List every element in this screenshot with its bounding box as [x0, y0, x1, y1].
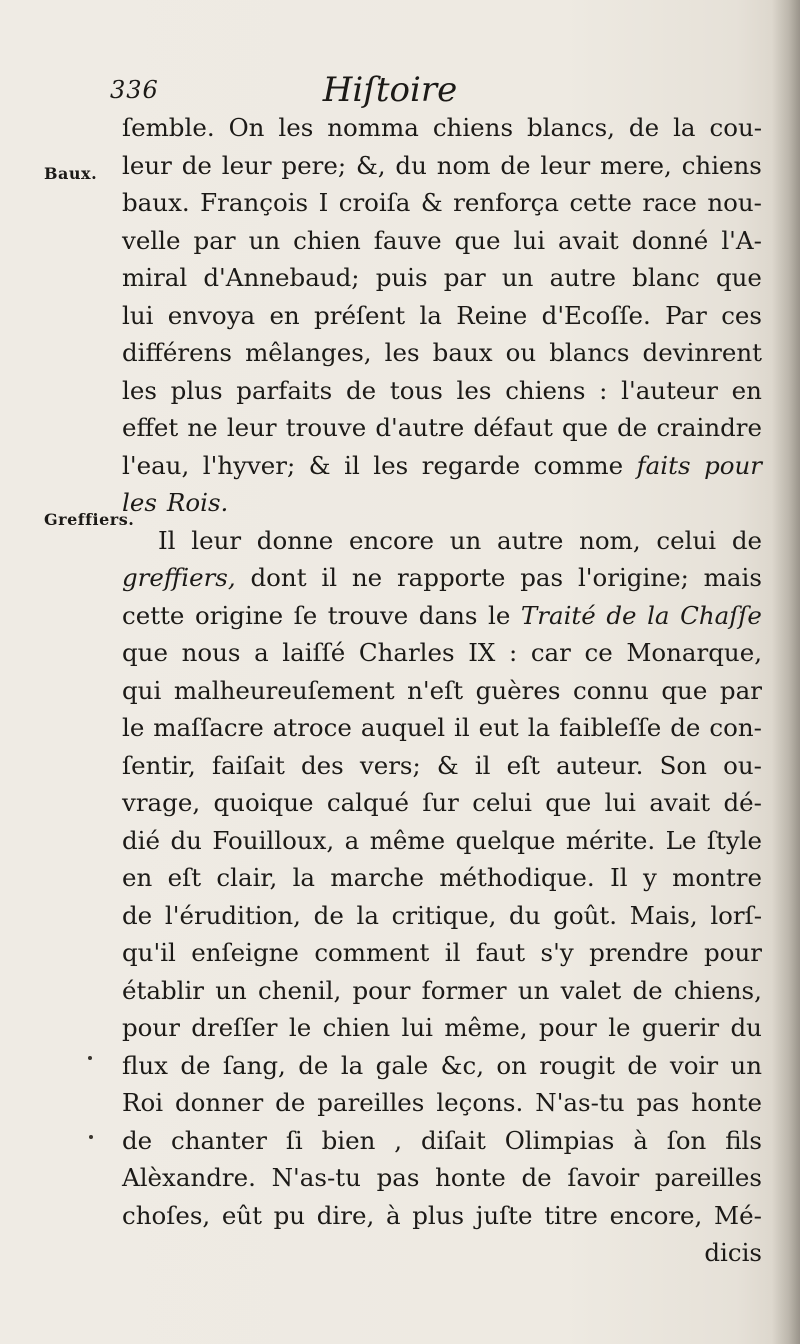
text-line-15: que nous a laiſſé Charles IX : car ce Monarque, — [122, 638, 762, 667]
margin-note-greffiers: Greffiers. — [44, 510, 135, 529]
text-line-10: l'eau, l'hyver; & il les regarde comme faits pour — [122, 450, 762, 480]
body-text — [122, 109, 762, 1272]
running-title: Hiſtoire — [322, 70, 458, 110]
text-line-2: leur de leur pere; &, du nom de leur mere, chiens — [122, 150, 762, 180]
text-line-17: le maſſacre atroce auquel il eut la faibleſſe de con- — [122, 713, 762, 742]
text-line-18: ſentir, faiſait des vers; & il eſt auteur. Son ou- — [122, 750, 762, 780]
ink-speck — [88, 1056, 92, 1060]
text-line-1: ſemble. On les nomma chiens blancs, de la cou- — [122, 113, 762, 142]
text-line-28: de chanter ſi bien , diſait Olimpias à ſon fils — [122, 1125, 762, 1155]
text-line-6: lui envoya en préſent la Reine d'Ecoſſe. Par ces — [122, 300, 762, 330]
catchword: dicis — [704, 1238, 762, 1267]
margin-note-baux: Baux. — [44, 164, 98, 183]
spine-shadow — [772, 0, 800, 1344]
ink-speck — [89, 1135, 93, 1139]
text-line-31 — [122, 1234, 762, 1272]
text-line-30: choſes, eût pu dire, à plus juſte titre encore, Mé- — [122, 1200, 762, 1230]
text-line-19: vrage, quoique calqué ſur celui que lui avait dé- — [122, 788, 762, 817]
text-line-22: de l'érudition, de la critique, du goût. Mais, lorſ- — [122, 900, 762, 930]
text-line-8: les plus parfaits de tous les chiens : l'auteur en — [122, 375, 762, 405]
text-line-3: baux. François I croiſa & renforça cette race nou- — [122, 188, 762, 217]
text-line-14: cette origine ſe trouve dans le Traité de la Chaſſe — [122, 600, 762, 630]
text-line-21: en eſt clair, la marche méthodique. Il y montre — [122, 863, 762, 892]
text-line-25: pour dreſſer le chien lui même, pour le guerir du — [122, 1013, 762, 1042]
page-number: 336 — [110, 76, 159, 104]
text-line-7: différens mêlanges, les baux ou blancs devinrent — [122, 338, 762, 367]
text-line-29: Alèxandre. N'as-tu pas honte de ſavoir pareilles — [122, 1163, 762, 1192]
text-line-12: Il leur donne encore un autre nom, celui de — [158, 525, 762, 555]
text-line-24: établir un chenil, pour former un valet de chiens, — [122, 975, 762, 1005]
text-line-23: qu'il enſeigne comment il faut s'y prendre pour — [122, 938, 762, 967]
text-line-4: velle par un chien fauve que lui avait donné l'A- — [122, 225, 762, 255]
text-line-13: greffiers, dont il ne rapporte pas l'origine; mais — [122, 563, 762, 592]
text-line-11: les Rois. — [122, 488, 229, 517]
text-line-16: qui malheureuſement n'eſt guères connu que par — [122, 675, 762, 705]
text-line-26: flux de ſang, de la gale &c, on rougit de voir un — [122, 1050, 762, 1080]
text-line-9: effet ne leur trouve d'autre défaut que de craindre — [122, 413, 762, 442]
text-line-27: Roi donner de pareilles leçons. N'as-tu pas honte — [122, 1088, 762, 1117]
text-line-5: miral d'Annebaud; puis par un autre blanc que — [122, 263, 762, 292]
text-line-20: dié du Fouilloux, a même quelque mérite. Le ſtyle — [122, 825, 762, 855]
